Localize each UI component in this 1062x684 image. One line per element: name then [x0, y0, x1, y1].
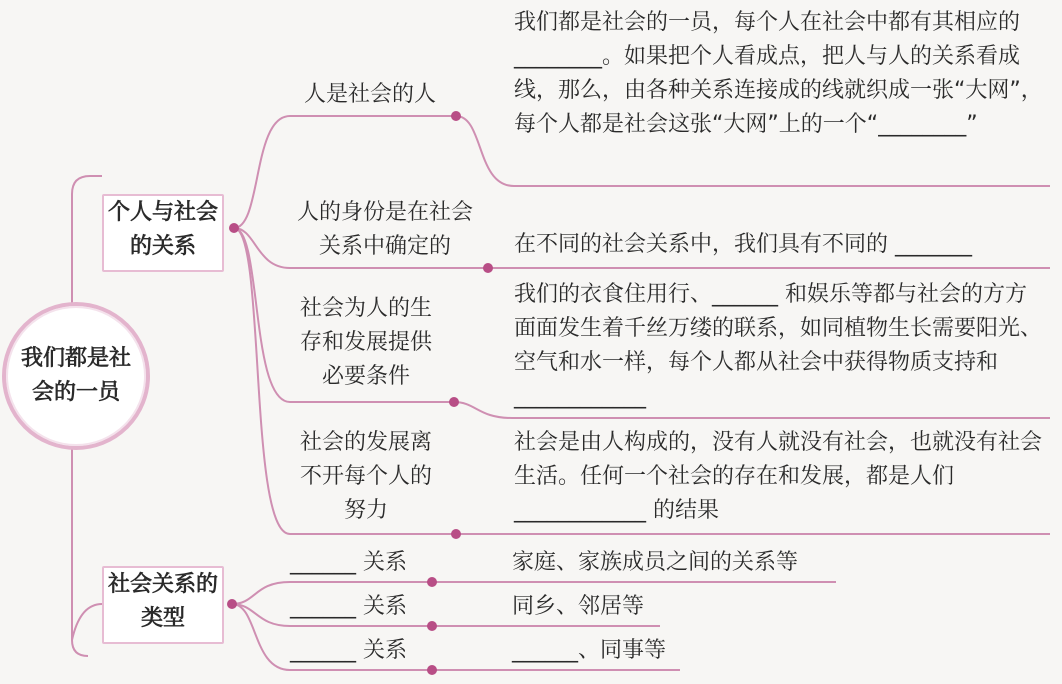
center-node	[2, 302, 150, 450]
section-box-individual-society	[102, 194, 224, 272]
detail-text: 社会是由人构成的，没有人就没有社会，也就没有社会生活。任何一个社会的存在和发展，都是人们 ____________ 的结果	[514, 430, 1043, 523]
center-title: 我们都是社会的一员	[20, 346, 131, 405]
relation-type-detail: 家庭、家族成员之间的关系等	[512, 550, 799, 575]
branch-label: 人是社会的人	[303, 82, 436, 107]
detail-text: 我们的衣食住用行、______ 和娱乐等都与社会的方方面面发生着千丝万缕的联系，如同植物生长需要阳光、空气和水一样，每个人都从社会中获得物质支持和 ____________	[514, 282, 1043, 409]
relation-type-detail: 同乡、邻居等	[512, 594, 645, 619]
relation-type-label: ______ 关系	[290, 550, 407, 575]
detail-text: 我们都是社会的一员，每个人在社会中都有其相应的 ________。如果把个人看成点，把人与人的关系看成线，那么，由各种关系连接成的线就织成一张“大网”，每个人都是社会这张“大网”上的一个“________”	[514, 10, 1043, 137]
detail-text: 在不同的社会关系中，我们具有不同的 _______	[514, 232, 972, 257]
relation-type-label: ______ 关系	[290, 594, 407, 619]
relation-type-label: ______ 关系	[290, 638, 407, 663]
branch-label: 人的身份是在社会关系中确定的	[296, 200, 473, 259]
section-title: 个人与社会的关系	[108, 200, 219, 259]
branch-label: 社会为人的生存和发展提供必要条件	[299, 296, 432, 389]
branch-label: 社会的发展离不开每个人的努力	[299, 430, 432, 523]
section-box-relation-types	[102, 566, 224, 644]
section-title: 社会关系的类型	[108, 572, 219, 631]
relation-type-detail: ______、同事等	[512, 638, 667, 663]
